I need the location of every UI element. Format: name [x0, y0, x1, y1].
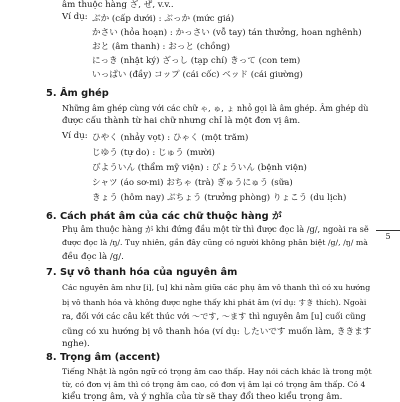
section-paragraph: Phụ âm thuộc hàng が khi đứng đầu một từ thì được đọc là /g/, ngoài ra sẽ: [62, 224, 369, 234]
example-line: びよういん (thẩm mỹ viện) : びょういん (bệnh viện): [92, 163, 307, 173]
example-line: シャツ (áo sơ-mi) おちゃ (trà) ぎゅうにゅう (sữa): [92, 178, 293, 188]
section-heading-6: 6. Cách phát âm của các chữ thuộc hàng が: [46, 211, 282, 222]
section-paragraph: bị vô thanh hóa và không được nghe thấy khi phát âm (ví dụ: すき thích). Ngoài: [62, 298, 367, 307]
example-line: ぶか (cấp dưới) : ぶっか (mức giá): [92, 14, 235, 24]
section-paragraph: được đọc là /ŋ/. Tuy nhiên, gần đây cũng có người không phân biệt /g/, /ŋ/ mà: [62, 238, 368, 247]
section-paragraph: Tiếng Nhật là ngôn ngữ có trọng âm cao thấp. Hay nói cách khác là trong một: [62, 367, 372, 376]
section-heading-5: 5. Âm ghép: [46, 88, 109, 99]
section-heading-8: 8. Trọng âm (accent): [46, 352, 161, 363]
example-line: きょう (hôm nay) ぶちょう (trưởng phòng) りょこう (du lịch): [92, 193, 347, 203]
section-paragraph: từ, có đơn vị âm thì có trọng âm cao, có đơn vị âm lại có trọng âm thấp. Có 4: [62, 380, 366, 389]
section-paragraph: Những âm ghép cùng với các chữ ゃ, ゅ, ょ nhỏ gọi là âm ghép. Âm ghép dù: [62, 104, 369, 113]
section-paragraph: ra, đối với các câu kết thúc với 〜です, 〜ます thì nguyên âm [u] cuối cũng: [62, 311, 366, 321]
section-paragraph: được cấu thành từ hai chữ nhưng chỉ là một đơn vị âm.: [62, 116, 301, 126]
example-label: Ví dụ:: [62, 12, 88, 22]
section-paragraph: kiểu trọng âm, và ý nghĩa của từ sẽ thay đổi theo kiểu trọng âm.: [62, 392, 343, 402]
section-paragraph: nghe).: [62, 339, 90, 349]
section-paragraph: đều đọc là /g/.: [62, 252, 124, 262]
example-line: おと (âm thanh) : おっと (chồng): [92, 42, 231, 52]
example-line: ひやく (nhảy vọt) : ひゃく (một trăm): [92, 133, 249, 143]
section-paragraph: cũng có xu hướng bị vô thanh hóa (ví dụ: したいです muốn làm, ききます: [62, 327, 372, 337]
section-heading-7: 7. Sự vô thanh hóa của nguyên âm: [46, 267, 238, 278]
intro-line: âm thuộc hàng ざ, ぜ, v.v..: [62, 0, 174, 10]
section-paragraph: Các nguyên âm như [i], [u] khi nằm giữa các phụ âm vô thanh thì có xu hướng: [62, 283, 371, 292]
example-line: いっぱい (đầy) コップ (cái cốc) ベッド (cái giường): [92, 70, 303, 80]
example-line: にっき (nhật ký) ざっし (tạp chí) きって (con tem): [92, 56, 301, 66]
example-label: Ví dụ:: [62, 131, 88, 141]
example-line: じゆう (tự do) : じゅう (mười): [92, 148, 215, 158]
example-line: かさい (hỏa hoạn) : かっさい (vỗ tay) tán thưởng, hoan nghênh): [92, 28, 362, 38]
page-number: 5: [376, 230, 400, 241]
